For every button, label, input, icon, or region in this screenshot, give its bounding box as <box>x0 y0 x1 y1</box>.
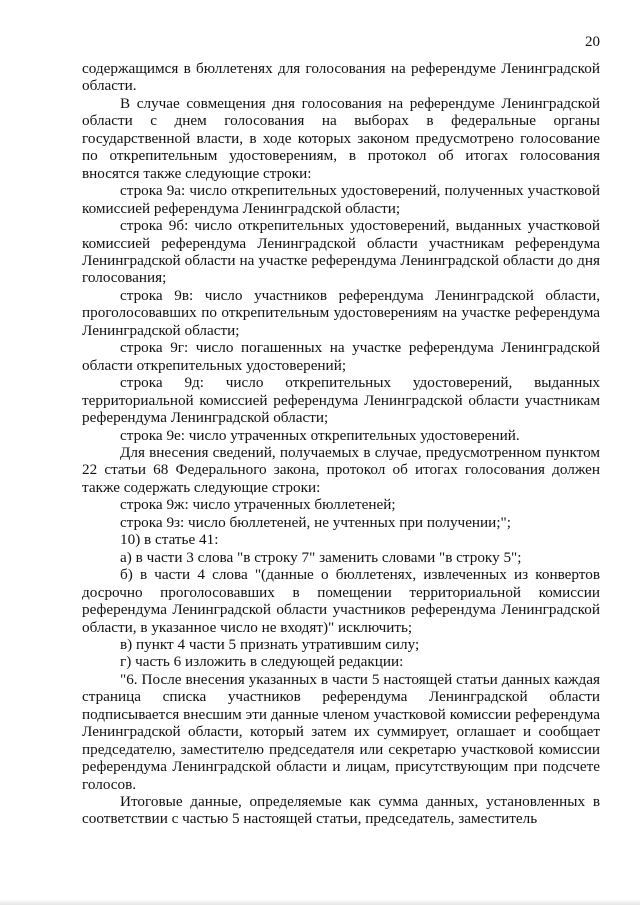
page-number: 20 <box>585 34 600 50</box>
paragraph: строка 9е: число утраченных открепительных удостоверений. <box>120 426 520 444</box>
paragraph: г) часть 6 изложить в следующей редакции: <box>120 653 404 671</box>
paragraph: строка 9в: число участников референдума Ленинградской области, проголосовавших по открепительным удостоверениям на участке референдума Ленинградской области; <box>82 286 600 339</box>
paragraph: б) в части 4 слова "(данные о бюллетенях, извлеченных из конвертов досрочно проголосовавших в помещении территориальной комиссии референдума Ленинградской области участников референдума Ленинградской области, в указанное число не входят)" исключить; <box>82 566 600 636</box>
paragraph: В случае совмещения дня голосования на референдуме Ленинградской области с днем голосования на выборах в федеральные органы государственной власти, в ходе которых законом предусмотрено голосование по открепительным удостоверениям, в протокол об итогах голосования вносятся также следующие строки: <box>82 94 600 182</box>
paragraph: а) в части 3 слова "в строку 7" заменить словами "в строку 5"; <box>120 548 522 566</box>
paragraph: строка 9г: число погашенных на участке референдума Ленинградской области открепительных удостоверений; <box>82 339 600 374</box>
paragraph: Итоговые данные, определяемые как сумма данных, установленных в соответствии с частью 5 настоящей статьи, председатель, заместитель <box>82 793 600 828</box>
paragraph: строка 9ж: число утраченных бюллетеней; <box>120 496 396 514</box>
paragraph: Для внесения сведений, получаемых в случае, предусмотренном пунктом 22 статьи 68 Федерального закона, протокол об итогах голосования должен также содержать следующие строки: <box>82 443 600 496</box>
paragraph: содержащимся в бюллетенях для голосования на референдуме Ленинградской области. <box>82 60 600 95</box>
paragraph: строка 9б: число открепительных удостоверений, выданных участковой комиссией референдума Ленинградской области участникам референдума Ленинградской области на участке референдума Ленинградской области до дня голосования; <box>82 217 600 287</box>
paragraph: строка 9а: число открепительных удостоверений, полученных участковой комиссией референдума Ленинградской области; <box>82 182 600 217</box>
document-body <box>82 60 600 828</box>
paragraph: в) пункт 4 части 5 признать утратившим силу; <box>120 635 420 653</box>
scan-edge <box>0 899 640 905</box>
paragraph: строка 9з: число бюллетеней, не учтенных при получении;"; <box>120 513 511 531</box>
paragraph: строка 9д: число открепительных удостоверений, выданных территориальной комиссией референдума Ленинградской области участникам референдума Ленинградской области; <box>82 374 600 427</box>
paragraph: 10) в статье 41: <box>120 531 219 549</box>
paragraph: "6. После внесения указанных в части 5 настоящей статьи данных каждая страница списка участников референдума Ленинградской области подписывается внесшим эти данные членом участковой комиссии референдума Ленинградской области, который затем их суммирует, оглашает и сообщает председателю, заместителю председателя или секретарю участковой комиссии референдума Ленинградской области и лицам, присутствующим при подсчете голосов. <box>82 670 600 793</box>
